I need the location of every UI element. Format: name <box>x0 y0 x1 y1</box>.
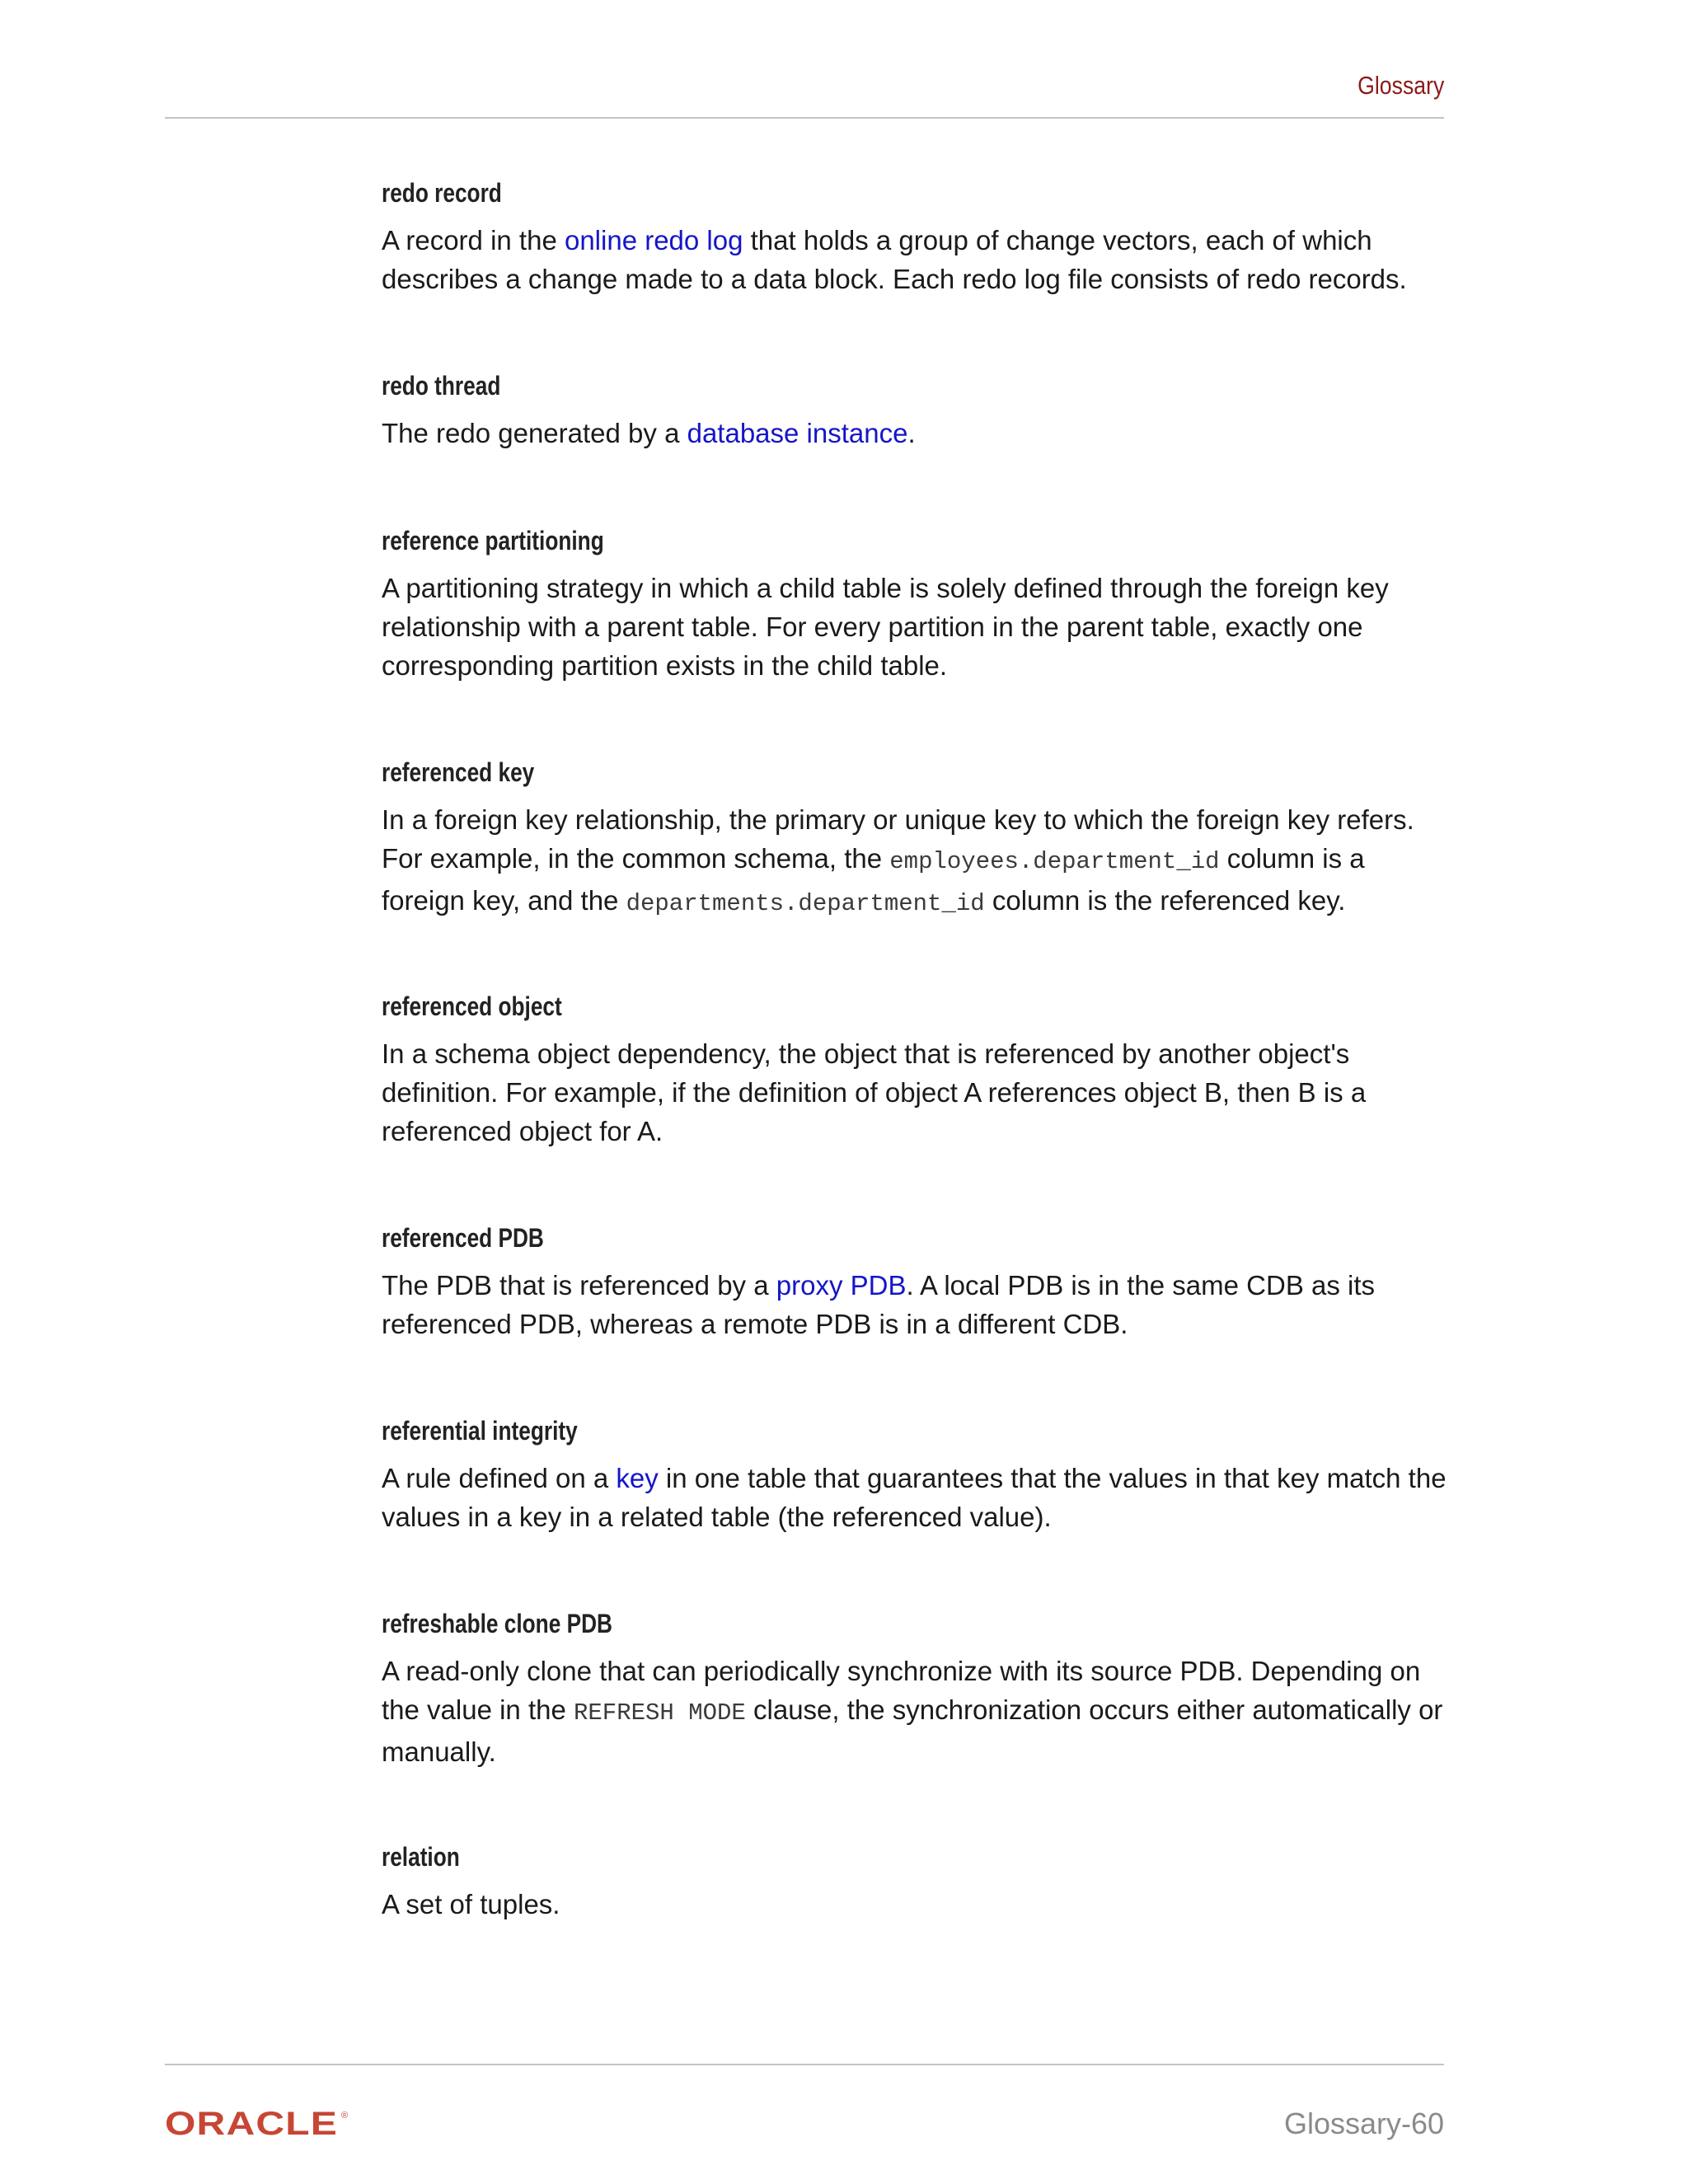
glossary-entry <box>382 1414 1453 1536</box>
glossary-term: referenced PDB <box>382 1223 544 1253</box>
glossary-term: reference partitioning <box>382 526 604 555</box>
definition-text: clause, the synchronization occurs either automatically or manually. <box>382 1694 1443 1767</box>
glossary-entry <box>382 990 1453 1151</box>
code-term: departments.department_id <box>626 890 985 917</box>
glossary-definition <box>382 1459 1453 1536</box>
glossary-definition <box>382 569 1453 685</box>
definition-text: column is the referenced key. <box>984 885 1346 916</box>
definition-text: A set of tuples. <box>382 1889 560 1919</box>
definition-text: The redo generated by a <box>382 418 687 448</box>
oracle-logo <box>165 2107 354 2139</box>
definition-text: A partitioning strategy in which a child table is solely defined through the foreign key relationship with a parent table. For every partition in the parent table, exactly one corresponding partition exists in the child table. <box>382 573 1389 681</box>
header-rule <box>165 117 1444 119</box>
running-header: Glossary <box>1357 71 1444 100</box>
glossary-definition <box>382 1034 1453 1151</box>
definition-text: . A local PDB is in the same CDB as its referenced PDB, whereas a remote PDB is in a different CDB. <box>382 1270 1376 1339</box>
definition-text: A record in the <box>382 225 565 255</box>
cross-reference-link[interactable]: key <box>616 1463 659 1493</box>
glossary-definition <box>382 1652 1453 1771</box>
glossary-term: redo record <box>382 178 502 208</box>
glossary-definition <box>382 414 1453 452</box>
glossary-entry <box>382 756 1453 923</box>
definition-text: In a schema object dependency, the object that is referenced by another object's definition. For example, if the definition of object A references object B, then B is a referenced object for A. <box>382 1038 1367 1146</box>
definition-text: The PDB that is referenced by a <box>382 1270 776 1301</box>
definition-text: column is a foreign key, and the <box>382 843 1365 916</box>
footer-rule <box>165 2064 1444 2065</box>
definition-text: . <box>907 418 916 448</box>
glossary-entry <box>382 1840 1453 1924</box>
glossary-definition <box>382 1885 1453 1924</box>
definition-text: A rule defined on a <box>382 1463 617 1493</box>
glossary-term: referenced object <box>382 991 562 1021</box>
glossary-entry <box>382 524 1453 685</box>
code-term: employees.department_id <box>889 848 1220 875</box>
glossary-definition <box>382 800 1453 923</box>
page-number: Glossary-60 <box>1283 2107 1444 2140</box>
glossary-entry <box>382 176 1453 298</box>
glossary-term: referenced key <box>382 757 535 787</box>
svg-text:ORACLE: ORACLE <box>165 2107 338 2139</box>
definition-text: In a foreign key relationship, the primary or unique key to which the foreign key refers. For example, in the common schema, the <box>382 804 1414 874</box>
glossary-definition <box>382 221 1453 298</box>
cross-reference-link[interactable]: proxy PDB <box>776 1270 907 1301</box>
glossary-term: referential integrity <box>382 1416 578 1446</box>
glossary-term: relation <box>382 1842 460 1872</box>
glossary-term: refreshable clone PDB <box>382 1609 612 1638</box>
definition-text: A read-only clone that can periodically synchronize with its source PDB. Depending on the value in the <box>382 1656 1421 1725</box>
glossary-entry <box>382 369 1453 452</box>
definition-text: in one table that guarantees that the values in that key match the values in a key in a related table (the referenced value). <box>382 1463 1447 1532</box>
svg-text:®: ® <box>341 2111 349 2121</box>
glossary-definition <box>382 1266 1453 1343</box>
glossary-entry <box>382 1221 1453 1343</box>
cross-reference-link[interactable]: online redo log <box>564 225 743 255</box>
code-term: REFRESH MODE <box>574 1699 746 1727</box>
glossary-entry <box>382 1607 1453 1771</box>
cross-reference-link[interactable]: database instance <box>687 418 908 448</box>
definition-text: that holds a group of change vectors, each of which describes a change made to a data block. Each redo log file consists of redo records. <box>382 225 1407 294</box>
glossary-term: redo thread <box>382 371 501 401</box>
